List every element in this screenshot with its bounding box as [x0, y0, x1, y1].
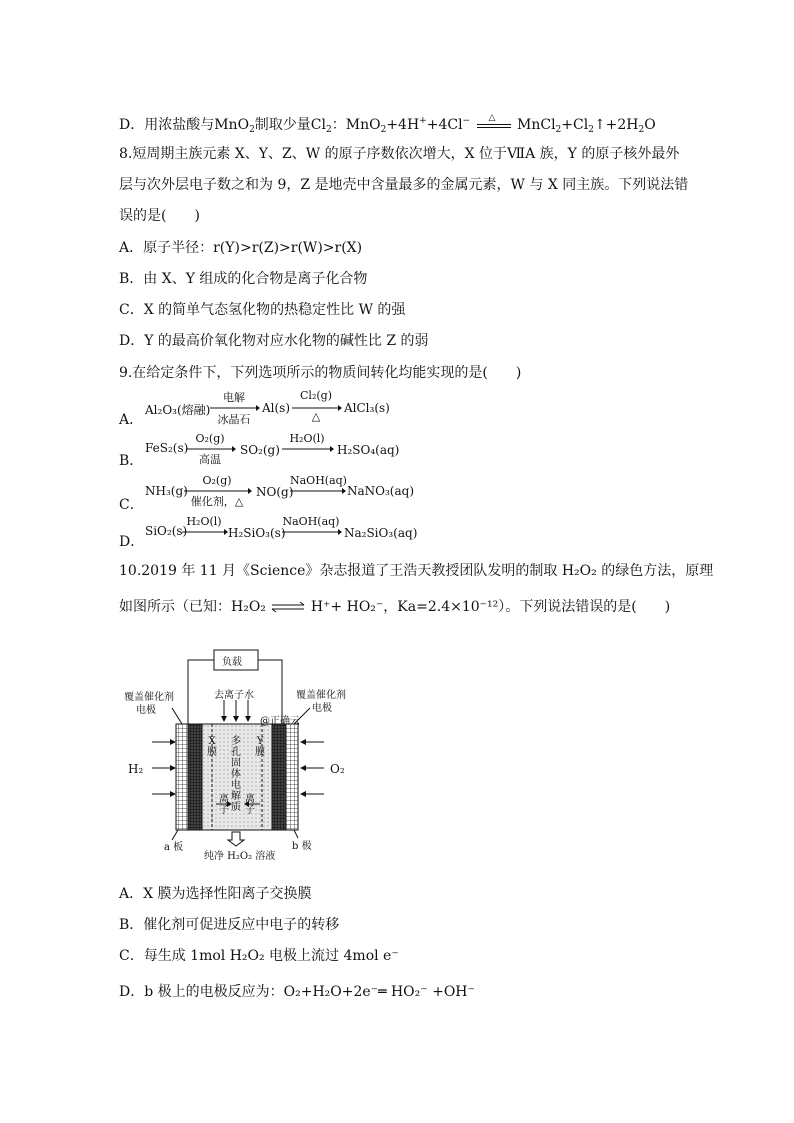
q8-stem-3: 误的是( ) — [119, 208, 200, 224]
diagram-lines — [118, 644, 378, 860]
q9a-species-2: Al(s) — [262, 401, 291, 415]
left-electrode-label-1: 覆盖催化剂 — [124, 692, 174, 703]
prev-d-text9: O — [644, 117, 656, 133]
o2-label: O₂ — [330, 762, 345, 776]
q10-option-c: C．每生成 1mol H₂O₂ 电极上流过 4mol e⁻ — [119, 948, 399, 964]
q8-stem-2: 层与次外层电子数之和为 9，Z 是地壳中含量最多的金属元素，W 与 X 同主族。下列说法错 — [119, 177, 689, 193]
prev-d-text5: +4Cl — [426, 117, 463, 133]
q9-option-a-label: A． — [119, 412, 144, 428]
right-electrode-label-1: 覆盖催化剂 — [296, 690, 346, 701]
deion-water-label: 去离子水 — [214, 690, 254, 701]
electrolyte-label: 多孔固体电解质 — [231, 736, 241, 813]
load-label: 负载 — [222, 657, 242, 668]
prev-d-text3: ：MnO — [331, 117, 381, 133]
heat-symbol: △ — [488, 113, 496, 123]
q9d-species-3: Na₂SiO₃(aq) — [344, 526, 418, 540]
prev-d-text6: MnCl — [517, 117, 556, 133]
q9-option-c-label: C． — [119, 497, 144, 513]
prev-d-text7: +Cl — [561, 117, 589, 133]
q9a-arrow1-top: 电解 — [223, 391, 245, 404]
equals-condition — [475, 113, 513, 132]
q9d-species-2: H₂SiO₃(s) — [228, 526, 286, 540]
q9a-species-3: AlCl₃(s) — [344, 401, 390, 415]
prev-d-text8: ↑+2H — [593, 117, 639, 133]
q9c-arrow1-bot: 催化剂，△ — [190, 495, 244, 508]
q9b-species-3: H₂SO₄(aq) — [337, 443, 400, 457]
q10-stem-2 — [119, 598, 670, 616]
electrolysis-diagram — [118, 644, 378, 860]
left-electrode-label-2: 电极 — [136, 705, 156, 716]
q9b-arrow1-bot: 高温 — [199, 453, 221, 466]
q9-option-d-label: D． — [119, 534, 145, 550]
q9-stem: 9.在给定条件下，下列选项所示的物质间转化均能实现的是( ) — [119, 365, 522, 381]
q9c-arrow1-top: O₂(g) — [202, 474, 232, 487]
a-plate-label: a 板 — [164, 842, 184, 853]
q8-option-b: B．由 X、Y 组成的化合物是离子化合物 — [119, 271, 368, 287]
q10-stem-2b: H⁺+ HO₂⁻，Ka=2.4×10⁻¹²）。下列说法错误的是( ) — [310, 599, 671, 615]
q9b-arrow1-top: O₂(g) — [195, 432, 225, 445]
q9b-arrow-2 — [282, 445, 334, 453]
q9a-arrow1-bot: 冰晶石 — [217, 413, 251, 426]
h2-label: H₂ — [128, 762, 144, 776]
q9d-arrow-1 — [182, 528, 228, 536]
q9-option-b-label: B． — [119, 453, 144, 469]
q8-option-c: C．X 的简单气态氢化物的热稳定性比 W 的强 — [119, 302, 406, 318]
q9d-arrow2-top: NaOH(aq) — [282, 515, 340, 528]
q8-option-d: D．Y 的最高价氧化物对应水化物的碱性比 Z 的弱 — [119, 333, 429, 349]
cation-label: 离子 — [219, 794, 229, 816]
y-film-label: Y膜 — [255, 736, 265, 758]
q9c-species-2: NO(g) — [256, 485, 294, 499]
prev-option-d: D．用浓盐酸与MnO$_2$制取少量$Cl_2$：MnO$_2$+4H++4Cl− △ $MnCl_2+Cl_2↑+2H_2O$ — [119, 112, 656, 139]
q9c-arrow2-top: NaOH(aq) — [290, 474, 347, 487]
q9c-species-1: NH₃(g) — [145, 484, 188, 498]
q10-stem-1: 10.2019 年 11 月《Science》杂志报道了王浩天教授团队发明的制取 H₂O₂ 的绿色方法，原理 — [119, 563, 714, 579]
product-label: 纯净 H₂O₂ 溶液 — [204, 851, 276, 862]
q9a-arrow2-top: Cl₂(g) — [300, 389, 332, 402]
prev-d-text1: D．用浓盐酸与MnO — [119, 117, 250, 133]
anion-label: 离子 — [245, 794, 255, 816]
q10-stem-2a: 如图所示（已知：H₂O₂ — [119, 599, 271, 615]
q9d-arrow-2 — [282, 528, 342, 536]
prev-d-text2: 制取少量Cl — [254, 117, 326, 133]
q9b-species-1: FeS₂(s) — [145, 441, 189, 455]
equilibrium-arrow-icon — [270, 601, 306, 613]
q10-option-a: A．X 膜为选择性阳离子交换膜 — [119, 886, 312, 902]
q9b-arrow2-top: H₂O(l) — [289, 432, 325, 445]
watermark: @正确云 — [260, 716, 300, 727]
q9a-species-1: Al₂O₃(熔融) — [145, 403, 211, 417]
q10-option-b: B．催化剂可促进反应中电子的转移 — [119, 917, 340, 933]
q9d-arrow1-top: H₂O(l) — [186, 515, 222, 528]
right-electrode-label-2: 电极 — [312, 703, 332, 714]
q10-option-d: D．b 极上的电极反应为：O₂+H₂O+2e⁻═ HO₂⁻ +OH⁻ — [119, 984, 475, 1000]
q9c-species-3: NaNO₃(aq) — [347, 484, 415, 498]
prev-d-text4: +4H — [386, 117, 420, 133]
b-plate-label: b 极 — [292, 841, 312, 852]
q9b-species-2: SO₂(g) — [240, 443, 280, 457]
q8-stem-1: 8.短周期主族元素 X、Y、Z、W 的原子序数依次增大，X 位于ⅦA 族，Y 的原子核外最外 — [119, 146, 680, 162]
q9c-arrow-2 — [290, 487, 346, 495]
q9d-species-1: SiO₂(s) — [145, 524, 188, 538]
q9a-arrow2-bot: △ — [311, 410, 321, 423]
x-film-label: X膜 — [207, 736, 217, 758]
q8-option-a: A．原子半径：r(Y)>r(Z)>r(W)>r(X) — [119, 240, 363, 256]
